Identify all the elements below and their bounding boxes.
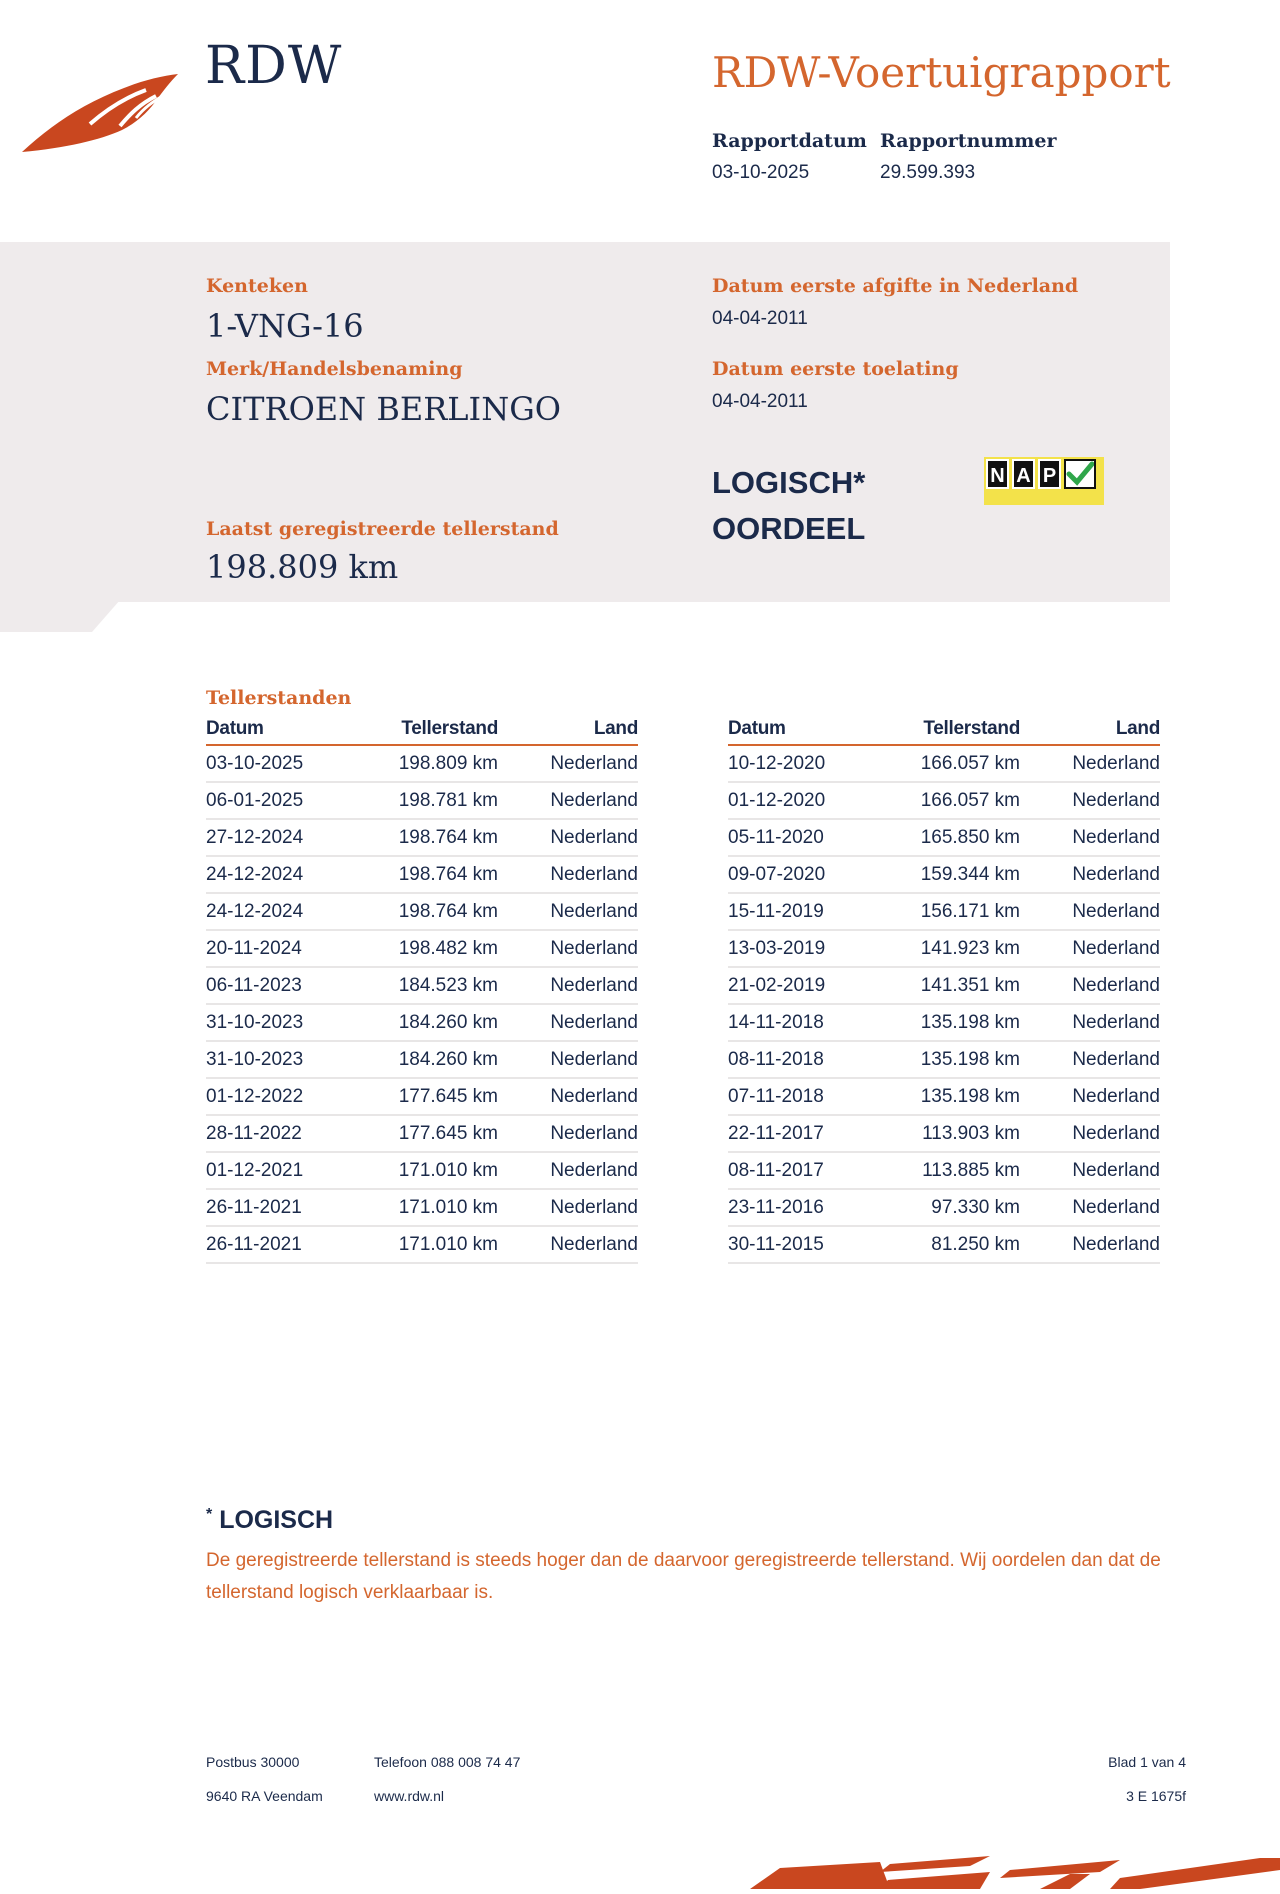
cell-date: 26-11-2021 [206, 1189, 356, 1226]
odometer-table-left [206, 716, 638, 1264]
table-row [206, 1152, 638, 1189]
mileage-value: 198.809 km [206, 548, 399, 586]
cell-date: 07-11-2018 [728, 1078, 878, 1115]
first-nl-label: Datum eerste afgifte in Nederland [712, 275, 1079, 297]
report-title: RDW-Voertuigrapport [712, 48, 1171, 97]
cell-reading: 198.764 km [356, 856, 498, 893]
cell-date: 31-10-2023 [206, 1004, 356, 1041]
cell-country: Nederland [498, 1041, 638, 1078]
col-date-header: Datum [728, 716, 878, 745]
cell-date: 10-12-2020 [728, 745, 878, 782]
report-date: 03-10-2025 [712, 162, 810, 183]
cell-reading: 198.482 km [356, 930, 498, 967]
table-row [728, 1041, 1160, 1078]
footer-page-number: Blad 1 van 4 [1108, 1754, 1186, 1770]
cell-reading: 184.260 km [356, 1041, 498, 1078]
footer-website[interactable]: www.rdw.nl [374, 1788, 445, 1804]
table-row [728, 1189, 1160, 1226]
footer-phone: Telefoon 088 008 74 47 [374, 1754, 521, 1770]
cell-reading: 141.923 km [878, 930, 1020, 967]
cell-date: 13-03-2019 [728, 930, 878, 967]
cell-reading: 141.351 km [878, 967, 1020, 1004]
cell-country: Nederland [1020, 1115, 1160, 1152]
cell-country: Nederland [1020, 1189, 1160, 1226]
cell-date: 01-12-2022 [206, 1078, 356, 1115]
table-row [728, 745, 1160, 782]
check-icon [1064, 459, 1096, 489]
table-row [728, 893, 1160, 930]
mileage-label: Laatst geregistreerde tellerstand [206, 518, 559, 540]
table-row [728, 819, 1160, 856]
cell-date: 21-02-2019 [728, 967, 878, 1004]
cell-reading: 97.330 km [878, 1189, 1020, 1226]
footer-city: 9640 RA Veendam [206, 1788, 323, 1804]
cell-reading: 135.198 km [878, 1078, 1020, 1115]
cell-reading: 184.260 km [356, 1004, 498, 1041]
cell-country: Nederland [498, 1152, 638, 1189]
cell-reading: 171.010 km [356, 1152, 498, 1189]
cell-date: 08-11-2018 [728, 1041, 878, 1078]
cell-country: Nederland [1020, 819, 1160, 856]
cell-country: Nederland [498, 745, 638, 782]
cell-date: 31-10-2023 [206, 1041, 356, 1078]
decorative-stripes [740, 1850, 1280, 1889]
col-reading-header: Tellerstand [878, 716, 1020, 745]
cell-date: 30-11-2015 [728, 1226, 878, 1263]
table-row [728, 782, 1160, 819]
cell-date: 05-11-2020 [728, 819, 878, 856]
footnote-asterisk: * [206, 1506, 213, 1523]
cell-country: Nederland [498, 1078, 638, 1115]
table-row [206, 1226, 638, 1263]
cell-country: Nederland [1020, 1226, 1160, 1263]
table-row [206, 1115, 638, 1152]
plate-value: 1-VNG-16 [206, 307, 364, 345]
report-number: 29.599.393 [880, 162, 976, 183]
plate-label: Kenteken [206, 275, 308, 297]
col-country-header: Land [1020, 716, 1160, 745]
nap-letter-a: A [1012, 459, 1035, 489]
cell-date: 22-11-2017 [728, 1115, 878, 1152]
verdict [712, 460, 865, 552]
cell-country: Nederland [498, 967, 638, 1004]
table-header-row [728, 716, 1160, 745]
cell-reading: 171.010 km [356, 1189, 498, 1226]
odometer-rows-right [728, 745, 1160, 1263]
nap-letter-p: P [1038, 459, 1061, 489]
table-row [728, 1004, 1160, 1041]
verdict-line-2: OORDEEL [712, 511, 866, 546]
cell-reading: 81.250 km [878, 1226, 1020, 1263]
table-row [728, 856, 1160, 893]
cell-date: 06-01-2025 [206, 782, 356, 819]
cell-country: Nederland [498, 1189, 638, 1226]
cell-reading: 135.198 km [878, 1041, 1020, 1078]
table-row [728, 930, 1160, 967]
cell-date: 27-12-2024 [206, 819, 356, 856]
cell-date: 14-11-2018 [728, 1004, 878, 1041]
table-row [728, 1115, 1160, 1152]
table-row [206, 1041, 638, 1078]
table-row [206, 893, 638, 930]
cell-date: 24-12-2024 [206, 856, 356, 893]
first-nl-value: 04-04-2011 [712, 308, 808, 329]
nap-badge [984, 457, 1104, 505]
table-row [206, 856, 638, 893]
table-row [206, 745, 638, 782]
cell-country: Nederland [1020, 1041, 1160, 1078]
cell-reading: 113.903 km [878, 1115, 1020, 1152]
cell-reading: 184.523 km [356, 967, 498, 1004]
cell-date: 15-11-2019 [728, 893, 878, 930]
table-row [206, 930, 638, 967]
table-row [206, 782, 638, 819]
report-number-label: Rapportnummer [880, 130, 1057, 152]
cell-reading: 198.764 km [356, 819, 498, 856]
odometer-section-title: Tellerstanden [206, 687, 352, 709]
cell-date: 24-12-2024 [206, 893, 356, 930]
cell-reading: 171.010 km [356, 1226, 498, 1263]
cell-date: 01-12-2020 [728, 782, 878, 819]
verdict-line-1: LOGISCH* [712, 465, 866, 500]
cell-reading: 113.885 km [878, 1152, 1020, 1189]
cell-date: 28-11-2022 [206, 1115, 356, 1152]
make-label: Merk/Handelsbenaming [206, 358, 463, 380]
cell-date: 08-11-2017 [728, 1152, 878, 1189]
cell-country: Nederland [1020, 1078, 1160, 1115]
rdw-logo-mark [20, 68, 182, 154]
cell-country: Nederland [1020, 782, 1160, 819]
footer-po-box: Postbus 30000 [206, 1754, 300, 1770]
table-row [206, 1078, 638, 1115]
cell-country: Nederland [1020, 1004, 1160, 1041]
cell-date: 06-11-2023 [206, 967, 356, 1004]
cell-country: Nederland [498, 782, 638, 819]
first-admission-label: Datum eerste toelating [712, 358, 959, 380]
cell-date: 01-12-2021 [206, 1152, 356, 1189]
cell-country: Nederland [1020, 967, 1160, 1004]
make-value: CITROEN BERLINGO [206, 390, 561, 428]
cell-reading: 135.198 km [878, 1004, 1020, 1041]
col-date-header: Datum [206, 716, 356, 745]
cell-reading: 177.645 km [356, 1115, 498, 1152]
table-row [728, 967, 1160, 1004]
odometer-rows-left [206, 745, 638, 1263]
logo-text: RDW [205, 36, 343, 96]
odometer-table-right [728, 716, 1160, 1264]
table-header-row [206, 716, 638, 745]
cell-reading: 198.809 km [356, 745, 498, 782]
cell-reading: 165.850 km [878, 819, 1020, 856]
cell-country: Nederland [498, 1004, 638, 1041]
cell-reading: 166.057 km [878, 782, 1020, 819]
cell-country: Nederland [1020, 745, 1160, 782]
cell-date: 03-10-2025 [206, 745, 356, 782]
cell-date: 23-11-2016 [728, 1189, 878, 1226]
cell-country: Nederland [498, 930, 638, 967]
footnote-title-text: LOGISCH [219, 1506, 334, 1534]
cell-reading: 198.764 km [356, 893, 498, 930]
cell-country: Nederland [1020, 893, 1160, 930]
nap-letter-n: N [986, 459, 1009, 489]
cell-country: Nederland [498, 1115, 638, 1152]
cell-country: Nederland [1020, 1152, 1160, 1189]
cell-reading: 156.171 km [878, 893, 1020, 930]
table-row [728, 1078, 1160, 1115]
panel-corner [0, 600, 120, 634]
col-reading-header: Tellerstand [356, 716, 498, 745]
cell-country: Nederland [498, 819, 638, 856]
cell-reading: 198.781 km [356, 782, 498, 819]
cell-reading: 166.057 km [878, 745, 1020, 782]
cell-reading: 177.645 km [356, 1078, 498, 1115]
footer-code: 3 E 1675f [1126, 1788, 1186, 1804]
table-row [728, 1226, 1160, 1263]
cell-date: 20-11-2024 [206, 930, 356, 967]
table-row [206, 1004, 638, 1041]
col-country-header: Land [498, 716, 638, 745]
report-date-label: Rapportdatum [712, 130, 867, 152]
cell-country: Nederland [498, 856, 638, 893]
cell-country: Nederland [498, 893, 638, 930]
cell-date: 26-11-2021 [206, 1226, 356, 1263]
cell-country: Nederland [498, 1226, 638, 1263]
first-admission-value: 04-04-2011 [712, 391, 808, 412]
table-row [206, 819, 638, 856]
cell-country: Nederland [1020, 930, 1160, 967]
cell-date: 09-07-2020 [728, 856, 878, 893]
cell-reading: 159.344 km [878, 856, 1020, 893]
table-row [728, 1152, 1160, 1189]
cell-country: Nederland [1020, 856, 1160, 893]
footnote-text: De geregistreerde tellerstand is steeds hoger dan de daarvoor geregistreerde tellerstand. Wij oordelen dan dat de tellerstand logisch verklaarbaar is. [206, 1550, 1161, 1603]
table-row [206, 1189, 638, 1226]
footnote-title [206, 1506, 333, 1535]
table-row [206, 967, 638, 1004]
